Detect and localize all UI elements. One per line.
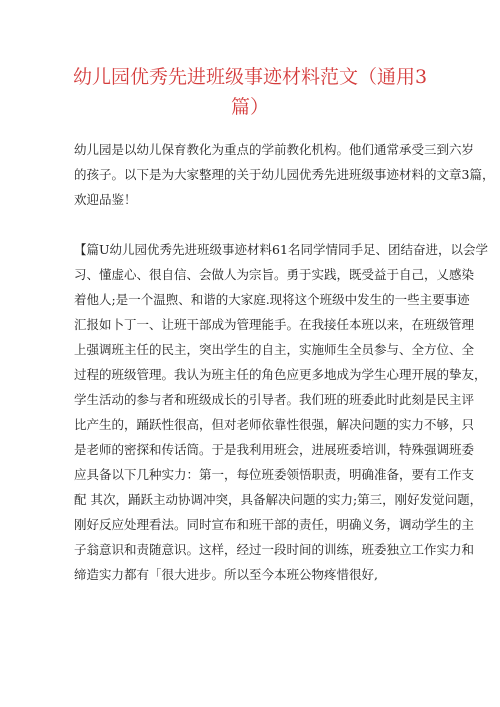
- body-line-4: 汇报如卜丁一、让班干部成为管理能手。在我接任本班以来，在班级管理: [74, 317, 475, 332]
- document-title-line-1: 幼儿园优秀先进班级事迹材料范文（通用3: [72, 66, 428, 88]
- body-line-10: 应具备以下几种实力：第一，每位班委领悟职责，明确准备，要有工作支: [74, 467, 475, 482]
- document-title-line-2: 篇）: [230, 96, 269, 118]
- body-line-13: 子翁意识和责随意识。这样，经过一段时间的训练，班委独立工作实力和: [74, 542, 475, 557]
- body-line-9: 是老师的密探和传话筒。于是我利用班会，进展班委培训，特殊强调班委: [74, 442, 475, 457]
- body-line-11: 配 其次，踊跃主动协调冲突，具备解决问题的实力;第三，刚好发觉问题，: [74, 492, 483, 507]
- body-line-7: 学生活动的参与者和班级成长的引导者。我们班的班委此时此刻是民主评: [74, 392, 475, 407]
- intro-line-1: 幼儿园是以幼儿保育教化为重点的学前教化机构。他们通常承受三到六岁: [74, 142, 475, 157]
- body-line-3: 着他人;是一个温煦、和谐的大家庭.现将这个班级中发生的一些主要事迹: [74, 292, 470, 307]
- body-line-14: 缔造实力都有「很大进步。所以至今本班公物疼惜很好,: [74, 567, 378, 582]
- body-line-1: 【篇U幼儿园优秀先进班级事迹材料61名同学情同手足、团结奋进，以会学: [74, 242, 488, 257]
- intro-line-2: 的孩子。以下是为大家整理的关于幼儿园优秀先进班级事迹材料的文章3篇，: [74, 167, 495, 182]
- body-line-5: 上强调班主任的民主，突出学生的自主，实施师生全员参与、全方位、全: [74, 342, 475, 357]
- body-line-8: 比产生的，踊跃性很高，但对老师依靠性很强，解决问题的实力不够，只: [74, 417, 475, 432]
- intro-line-3: 欢迎品鉴！: [74, 192, 137, 207]
- body-line-6: 过程的班级管理。我认为班主任的角色应更多地成为学生心理开展的挚友，: [74, 367, 487, 382]
- body-line-2: 习、懂虚心、很自信、会做人为宗旨。勇于实践，既受益于自己，乂感染: [74, 267, 475, 282]
- body-line-12: 刚好反应处理看法。同时宣布和班干部的责任，明确义务，调动学生的主: [74, 517, 475, 532]
